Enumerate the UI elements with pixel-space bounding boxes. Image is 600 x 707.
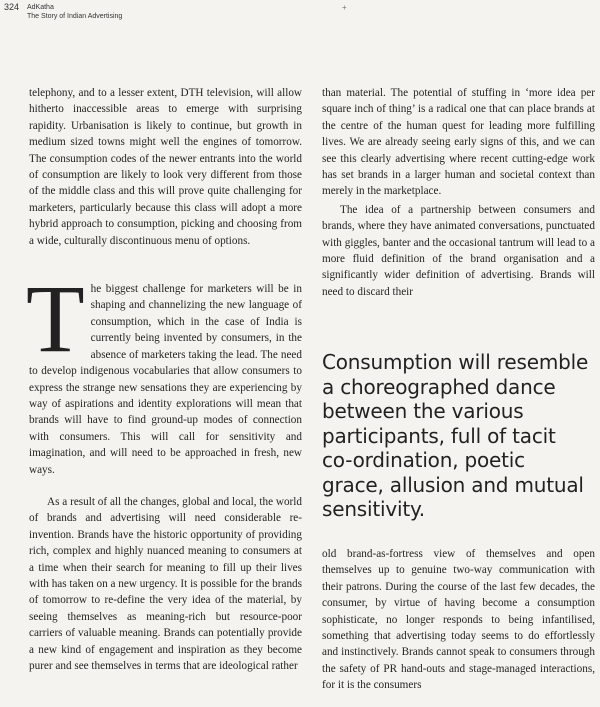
- pull-quote: Consumption will resemble a choreographed dance between the various participants, full of tacit co-ordination, poetic grace, allusion and mutual sensitivity.: [322, 350, 589, 521]
- registration-mark: +: [342, 3, 347, 12]
- paragraph: old brand-as-fortress view of themselves and open themselves up to genuine two-way communication with their patrons. During the course of the last few decades, the consumer, by virtue of having become a consumption sophisticate, no longer responds to being infantilised, something that advertising today seems to do effortlessly and instinctively. Brands cannot speak to consumers through the safety of PR hand-outs and stage-managed interactions, for it is the consumers: [322, 548, 595, 692]
- paragraph: The idea of a partnership between consumers and brands, where they have animated conversations, punctuated with giggles, banter and the occasional tantrum will lead to a more fluid definition of the brand organisation and a significantly wider definition of advertising. Brands will need to discard their: [322, 203, 595, 298]
- drop-cap: T: [26, 265, 85, 373]
- book-title: AdKatha: [26, 4, 54, 11]
- paragraph: As a result of all the changes, global and local, the world of brands and advertising will need considerable re-invention. Brands have the historic opportunity of providing rich, complex and highly nuanced meaning to consumers at a time when their search for meaning to fill up their lives with has taken on a new urgency. It is possible for the brands of tomorrow to re-define the very idea of the material, by seeing themselves as meaning-rich but resource-poor carriers of valuable meaning. Brands can potentially provide a new kind of engagement and inspiration as they become purer and see themselves in terms that are ideological rather: [29, 495, 302, 672]
- paragraph: telephony, and to a lesser extent, DTH television, will allow hitherto inaccessible areas to emerge with surprising rapidity. Urbanisation is likely to continue, but growth in medium sized towns might well the engines of tomorrow. The consumption codes of the newer entrants into the world of consumption are likely to look very different from those of the middle class and this will prove quite challenging for marketers, particularly because this class will adopt a more hybrid approach to consumption, picking and choosing from a wide, culturally discontinuous menu of options.: [29, 87, 302, 247]
- right-column-bottom: [322, 546, 595, 694]
- paragraph: he biggest challenge for marketers will be in shaping and channelizing the new language of consumption, which in the case of India is currently being invented by consumers, in the absence of marketers taking the lead. The need to develop indigenous vocabularies that allow consumers to express the strange new sensations they are experiencing by way of aspirations and identity explorations will mean that brands will have to find ground-up modes of connection with consumers. This will call for sensitivity and imagination, and will need to be approached in fresh, new ways.: [29, 283, 302, 476]
- book-subtitle: The Story of Indian Advertising: [26, 13, 123, 20]
- left-column: [26, 85, 302, 674]
- right-column-top: [322, 85, 595, 300]
- running-header: [4, 3, 122, 21]
- paragraph: than material. The potential of stuffing in ‘more idea per square inch of thing’ is a radical one that can place brands at the centre of the human quest for leading more fulfilling lives. We are already seeing early signs of this, and we can see this clearly advertising where recent cutting-edge work has set brands in a larger human and societal context than merely in the marketplace.: [322, 87, 595, 198]
- page-number: 324: [4, 2, 20, 12]
